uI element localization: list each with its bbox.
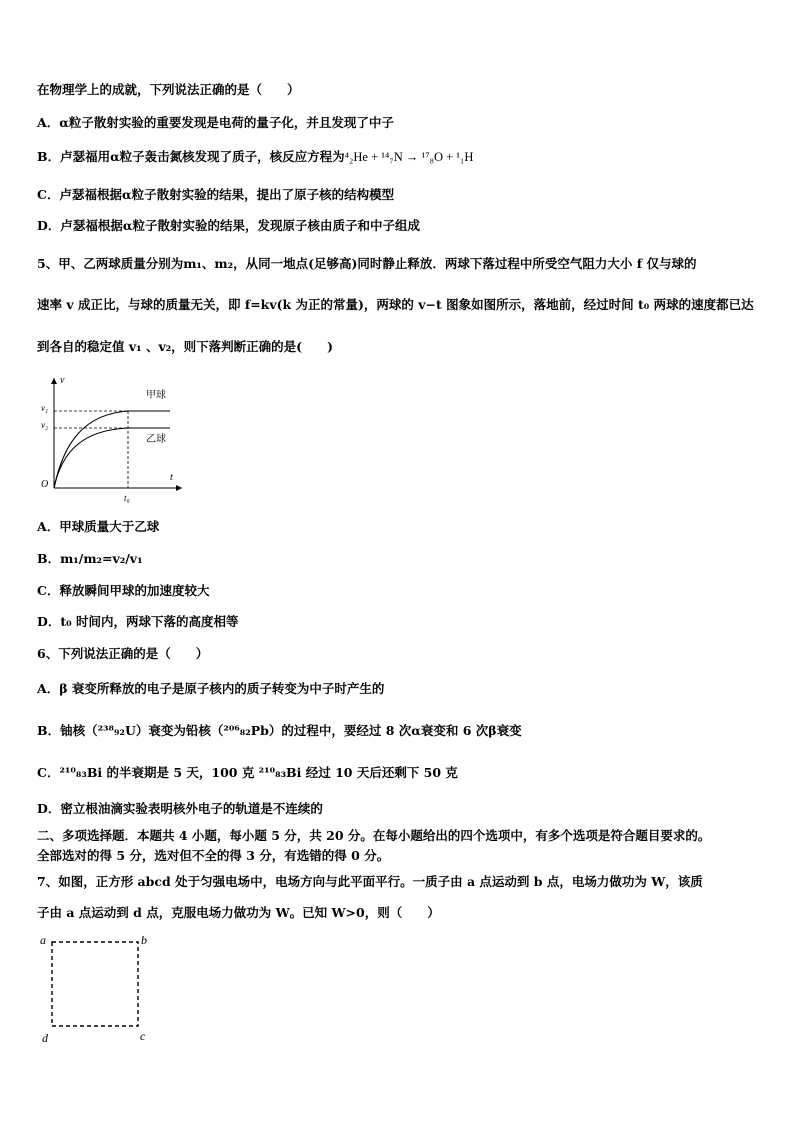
square-abcd (36, 930, 161, 1048)
x-axis-label: t (170, 472, 173, 483)
q6-option-d: D．密立根油滴实验表明核外电子的轨道是不连续的 (37, 801, 323, 816)
q5-stem-line3: 到各自的稳定值 v₁ 、v₂，则下落判断正确的是( ) (37, 339, 334, 354)
q4-option-c: C．卢瑟福根据α粒子散射实验的结果，提出了原子核的结构模型 (37, 187, 395, 202)
vertex-a-label: a (40, 933, 46, 947)
q5-option-b: B．m₁/m₂=v₂/v₁ (37, 551, 143, 566)
q6-stem: 6、下列说法正确的是（ ） (37, 646, 209, 661)
q4-stem-tail: 在物理学上的成就，下列说法正确的是（ ） (37, 82, 300, 97)
v1-label: v₁ (41, 403, 49, 413)
t0-label: t₀ (124, 493, 130, 503)
square-outline (52, 942, 138, 1026)
section2-instructions-line2: 全部选对的得 5 分，选对但不全的得 3 分，有选错的得 0 分。 (37, 848, 390, 863)
q5-stem-line2: 速率 v 成正比，与球的质量无关，即 f=kv(k 为正的常量)，两球的 v−t 图象如图所示，落地前，经过时间 t₀ 两球的速度都已达 (37, 297, 754, 312)
q6-option-b: B．铀核（²³⁸₉₂U）衰变为铅核（²⁰⁶₈₂Pb）的过程中，要经过 8 次α衰变和 6 次β衰变 (37, 723, 522, 738)
curve-jia-label: 甲球 (146, 390, 166, 401)
curve-jia (54, 411, 170, 488)
vertex-d-label: d (42, 1031, 48, 1045)
q4-option-a: A．α粒子散射实验的重要发现是电荷的量子化，并且发现了中子 (37, 115, 394, 130)
q6-option-c: C．²¹⁰₈₃Bi 的半衰期是 5 天，100 克 ²¹⁰₈₃Bi 经过 10 天后还剩下 50 克 (37, 765, 458, 780)
q4-option-b-equation: ⁴₂He + ¹⁴₇N → ¹⁷₈O + ¹₁H (344, 150, 474, 164)
curve-yi-label: 乙球 (146, 434, 166, 445)
q4-option-b (37, 149, 473, 165)
q5-option-c: C．释放瞬间甲球的加速度较大 (37, 583, 210, 598)
y-axis-label: v (60, 375, 65, 386)
q4-option-b-text: B．卢瑟福用α粒子轰击氮核发现了质子，核反应方程为 (37, 149, 345, 164)
origin-label: O (41, 479, 49, 490)
vt-graph (36, 370, 186, 505)
vertex-c-label: c (140, 1029, 146, 1043)
q5-option-a: A．甲球质量大于乙球 (37, 519, 160, 534)
q4-option-d: D．卢瑟福根据α粒子散射实验的结果，发现原子核由质子和中子组成 (37, 218, 420, 233)
q7-stem-line2: 子由 a 点运动到 d 点，克服电场力做功为 W。已知 W>0，则（ ） (37, 905, 440, 920)
q7-stem-line1: 7、如图，正方形 abcd 处于匀强电场中，电场方向与此平面平行。一质子由 a 点运动到 b 点，电场力做功为 W，该质 (37, 874, 703, 889)
v2-label: v₂ (41, 420, 49, 430)
q5-option-d: D．t₀ 时间内，两球下落的高度相等 (37, 614, 239, 629)
vertex-b-label: b (141, 933, 147, 947)
q6-option-a: A．β 衰变所释放的电子是原子核内的质子转变为中子时产生的 (37, 681, 385, 696)
section2-instructions-line1: 二、多项选择题．本题共 4 小题，每小题 5 分，共 20 分。在每小题给出的四个选项中，有多个选项是符合题目要求的。 (37, 828, 711, 843)
q5-stem-line1: 5、甲、乙两球质量分别为m₁、m₂，从同一地点(足够高)同时静止释放．两球下落过程中所受空气阻力大小 f 仅与球的 (37, 256, 697, 271)
